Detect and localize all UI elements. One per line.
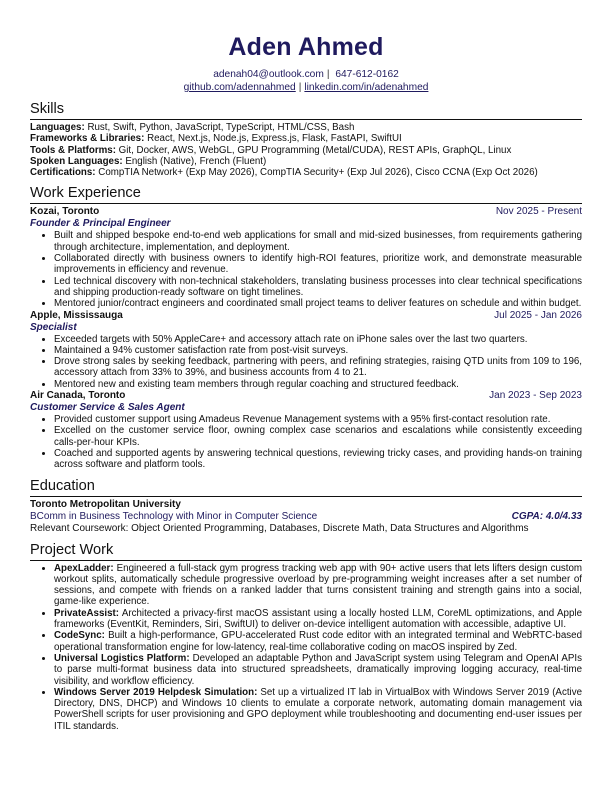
- section-divider: [30, 496, 582, 497]
- job-bullet: • Maintained a 94% customer satisfaction rate from post-visit surveys.: [54, 345, 582, 356]
- job-entry: [30, 310, 582, 390]
- project-name: Windows Server 2019 Helpdesk Simulation:: [54, 686, 258, 698]
- job-bullet: • Exceeded targets with 50% AppleCare+ and accessory attach rate on iPhone sales over the last two quarters.: [54, 334, 582, 345]
- project-name: ApexLadder:: [54, 562, 114, 574]
- job-date: Nov 2025 - Present: [495, 206, 582, 218]
- skills-section: [30, 122, 582, 178]
- project-desc: Built a high-performance, GPU-accelerated Rust code editor with an integrated terminal and WebRTC-based operational transformation engine for low-latency, real-time collaborative coding on macOS inspired by Zed.: [54, 630, 582, 653]
- job-role: Customer Service & Sales Agent: [30, 402, 185, 414]
- skill-value: React, Next.js, Node.js, Express.js, Flask, FastAPI, SwiftUI: [147, 133, 402, 145]
- phone-number: 647-612-0162: [335, 69, 399, 80]
- project-name: CodeSync:: [54, 630, 105, 642]
- contact-separator: |: [326, 69, 330, 80]
- degree-row: [30, 511, 582, 523]
- degree-name: BComm in Business Technology with Minor in Computer Science: [30, 510, 318, 522]
- project-item: [54, 653, 582, 687]
- skills-row: [30, 133, 582, 144]
- project-item: [54, 630, 582, 653]
- education-heading: Education: [30, 477, 95, 494]
- education-section: [30, 499, 582, 535]
- job-bullet: • Mentored new and existing team members through regular coaching and structured feedback.: [54, 379, 582, 390]
- project-list: [30, 563, 582, 732]
- project-name: PrivateAssist:: [54, 607, 120, 619]
- job-role: Specialist: [30, 321, 77, 333]
- skills-row: [30, 167, 582, 178]
- job-bullets: [30, 230, 582, 309]
- skills-heading: Skills: [30, 101, 65, 117]
- job-bullet: • Built and shipped bespoke end-to-end web applications for small and mid-sized businesses, from requirements gathering through architecture, implementation, and deployment.: [54, 230, 582, 253]
- skill-key: Certifications:: [30, 167, 96, 179]
- gpa-value: CGPA: 4.0/4.33: [511, 510, 582, 522]
- email-link[interactable]: adenah04@outlook.com: [213, 69, 324, 80]
- work-heading: Work Experience: [30, 185, 141, 202]
- job-bullet: • Led technical discovery with non-technical stakeholders, translating business processes into clear technical specifications and shipping production-ready software on tight timelines.: [54, 276, 582, 299]
- contact-block: [30, 68, 582, 94]
- skill-value: English (Native), French (Fluent): [125, 155, 267, 167]
- section-divider: [30, 119, 582, 120]
- skills-row: [30, 156, 582, 167]
- section-divider: [30, 203, 582, 204]
- job-role: Founder & Principal Engineer: [30, 218, 171, 230]
- github-link[interactable]: github.com/adennahmed: [183, 82, 296, 93]
- candidate-name: Aden Ahmed: [228, 33, 384, 61]
- skill-value: CompTIA Network+ (Exp May 2026), CompTIA Security+ (Exp Jul 2026), Cisco CCNA (Exp Oct 2026): [98, 167, 538, 179]
- school-name: Toronto Metropolitan University: [30, 498, 181, 510]
- project-item: [54, 687, 582, 732]
- contact-separator: |: [298, 82, 302, 93]
- project-desc: Set up a virtualized IT lab in VirtualBox with Windows Server 2019 (Active Directory, DNS, DHCP) and Windows 10 clients to emulate a corporate network, automating domain management via PowerShell scripts for user provisioning and GPO deployment while troubleshooting and documenting end-user issues per ITIL standards.: [54, 686, 582, 732]
- skill-key: Frameworks & Libraries:: [30, 133, 145, 145]
- education-header: [30, 499, 582, 511]
- job-bullet: • Mentored junior/contract engineers and coordinated small project teams to deliver features on schedule and within budget.: [54, 298, 582, 309]
- project-desc: Architected a privacy-first macOS assistant using a locally hosted LLM, CoreML optimizations, and Apple frameworks (EventKit, Reminders, Siri, SwiftUI) to deliver on-device intelligent automation with accessible, adaptive UI.: [54, 607, 582, 631]
- job-org: Kozai, Toronto: [30, 206, 100, 218]
- job-bullet: • Drove strong sales by seeking feedback, partnering with peers, and refining strategies, raising QTD units from 109 to 196, accessory attach from 33% to 39%, and business accounts from 4 to 21.: [54, 356, 582, 379]
- job-bullets: [30, 414, 582, 470]
- skill-key: Tools & Platforms:: [30, 144, 116, 156]
- job-date: Jan 2023 - Sep 2023: [489, 390, 582, 402]
- job-header: [30, 206, 582, 218]
- project-item: [54, 563, 582, 608]
- coursework: Relevant Coursework: Object Oriented Programming, Databases, Discrete Math, Data Structures and Algorithms: [30, 522, 529, 534]
- project-item: [54, 608, 582, 631]
- project-desc: Engineered a full-stack gym progress tracking web app with 90+ active users that lets lifters design custom workout splits, automatically schedule progressive overload by pre-programming weight increases after a set number of sessions, and compete with friends on a ranked ladder that turns consistent training and strength gains into a social, game-like experience.: [54, 562, 582, 608]
- projects-heading: Project Work: [30, 541, 114, 558]
- job-bullets: [30, 334, 582, 390]
- project-name: Universal Logistics Platform:: [54, 652, 190, 664]
- job-header: [30, 310, 582, 322]
- job-bullet: • Coached and supported agents by answering technical questions, reviewing tricky cases, and providing hands-on training across software and platform tools.: [54, 448, 582, 471]
- linkedin-link[interactable]: linkedin.com/in/adenahmed: [304, 82, 429, 93]
- job-bullet: • Excelled on the customer service floor, owning complex case scenarios and escalations while consistently exceeding calls-per-hour KPIs.: [54, 425, 582, 448]
- project-desc: Developed an adaptable Python and JavaScript system using Telegram and OpenAI APIs to parse multi-format business data into structured spreadsheets, dramatically improving logging accuracy, real-time visibility, and workflow efficiency.: [54, 652, 582, 687]
- job-org: Air Canada, Toronto: [30, 390, 126, 402]
- skill-value: Git, Docker, AWS, WebGL, GPU Programming (Metal/CUDA), REST APIs, GraphQL, Linux: [118, 144, 512, 156]
- skill-key: Spoken Languages:: [30, 155, 123, 167]
- job-bullet: • Provided customer support using Amadeus Revenue Management systems with a 95% first-contact resolution rate.: [54, 414, 582, 425]
- job-date: Jul 2025 - Jan 2026: [494, 309, 582, 321]
- skill-key: Languages:: [30, 122, 85, 133]
- contact-line-1: [30, 68, 582, 81]
- skills-row: [30, 145, 582, 156]
- skill-value: Rust, Swift, Python, JavaScript, TypeScript, HTML/CSS, Bash: [87, 122, 355, 133]
- job-org: Apple, Mississauga: [30, 309, 123, 321]
- contact-line-2: [30, 81, 582, 94]
- section-divider: [30, 560, 582, 561]
- job-header: [30, 390, 582, 402]
- job-entry: [30, 390, 582, 470]
- job-bullet: • Collaborated directly with business owners to identify high-ROI features, prioritize work, and demonstrate measurable improvements in efficiency and revenue.: [54, 253, 582, 276]
- job-entry: [30, 206, 582, 309]
- skills-row: [30, 122, 582, 133]
